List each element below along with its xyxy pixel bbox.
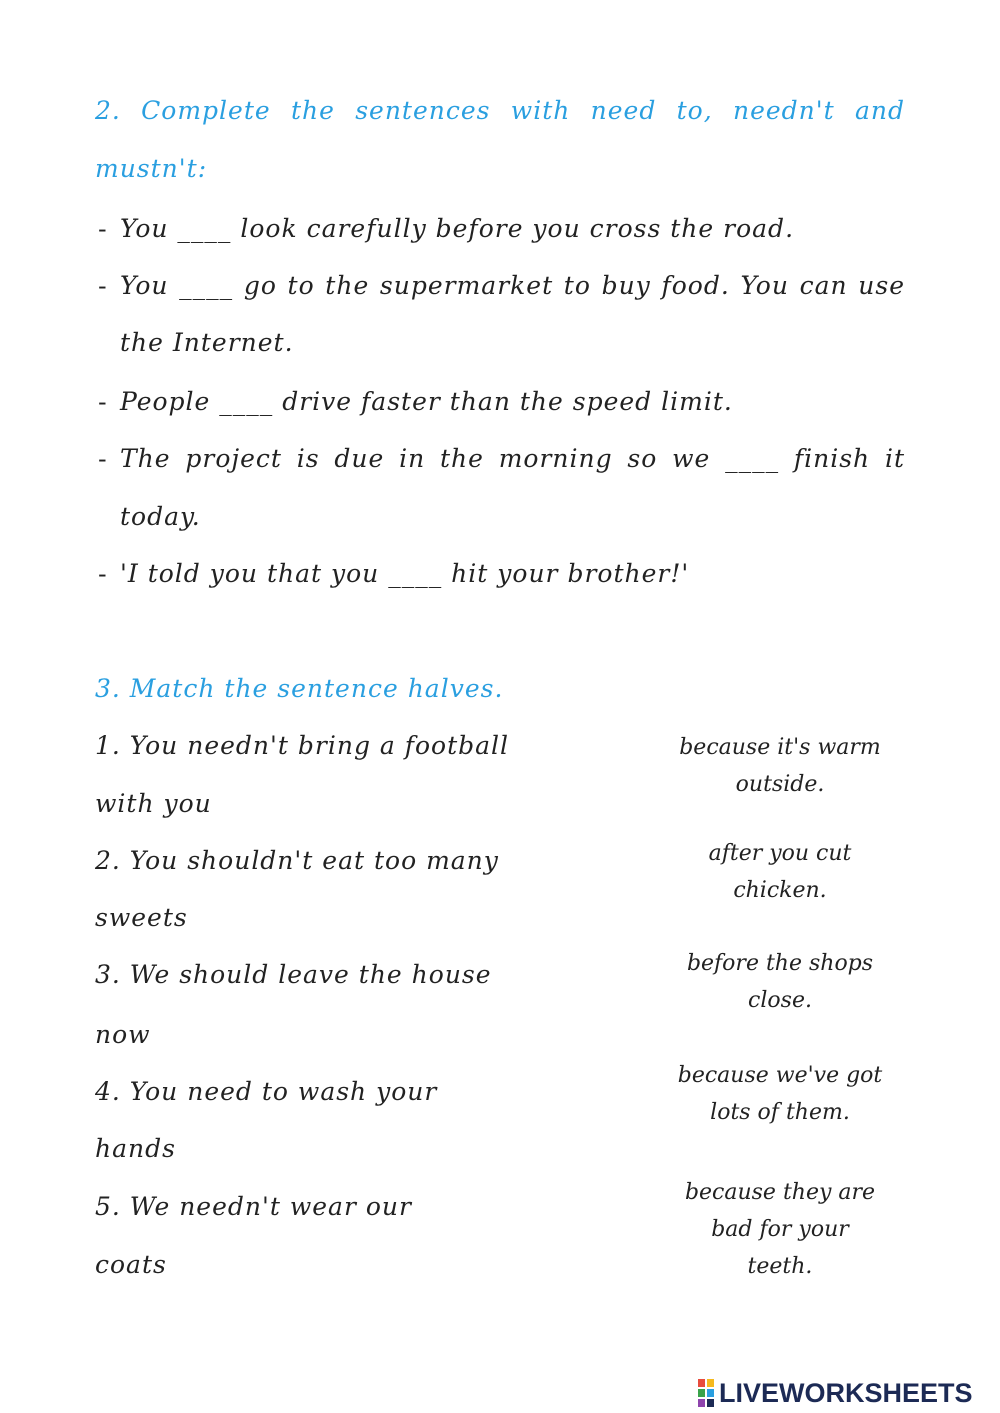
bullet-dash: - — [98, 272, 107, 300]
left-half-1-line2: with you — [95, 789, 212, 818]
right-half-3-line1: before the shops — [686, 951, 874, 976]
sentence-1: You ____ look carefully before you cross the road. — [120, 214, 795, 243]
right-half-2-line2: chicken. — [733, 878, 827, 903]
bullet-dash: - — [98, 560, 107, 588]
right-half-4 — [640, 1057, 920, 1131]
left-half-4-line2: hands — [95, 1134, 176, 1163]
left-half-3-line2: now — [95, 1020, 151, 1049]
logo-square — [707, 1389, 714, 1397]
left-half-2-line1: 2. You shouldn't eat too many — [95, 846, 499, 875]
right-half-5-line2: bad for your — [711, 1217, 849, 1242]
section3-heading: 3. Match the sentence halves. — [95, 674, 504, 703]
left-half-5-line1: 5. We needn't wear our — [95, 1192, 412, 1221]
bullet-dash: - — [98, 388, 107, 416]
right-half-5 — [640, 1174, 920, 1285]
right-half-2 — [640, 835, 920, 909]
right-half-5-line3: teeth. — [747, 1254, 813, 1279]
right-half-5-line1: because they are — [684, 1180, 876, 1205]
section2-heading-line1: 2. Complete the sentences with need to, needn't and — [95, 96, 905, 125]
left-half-4-line1: 4. You need to wash your — [95, 1077, 438, 1106]
sentence-2-line1: You ____ go to the supermarket to buy food. You can use — [120, 271, 905, 300]
left-half-5-line2: coats — [95, 1250, 167, 1279]
right-half-3 — [640, 945, 920, 1019]
bullet-dash: - — [98, 445, 107, 473]
logo-square — [698, 1379, 705, 1387]
sentence-3: People ____ drive faster than the speed limit. — [120, 387, 733, 416]
right-half-2-line1: after you cut — [708, 841, 852, 866]
liveworksheets-logo-icon — [697, 1378, 715, 1408]
logo-square — [707, 1379, 714, 1387]
right-half-4-line1: because we've got — [677, 1063, 883, 1088]
logo-square — [698, 1399, 705, 1407]
sentence-4-line2: today. — [120, 502, 201, 531]
sentence-4-line1: The project is due in the morning so we ____ finish it — [120, 444, 905, 473]
sentence-5: 'I told you that you ____ hit your brother!' — [120, 559, 690, 588]
right-half-1-line1: because it's warm — [679, 735, 881, 760]
right-half-1 — [640, 729, 920, 803]
right-half-4-line2: lots of them. — [710, 1100, 850, 1125]
left-half-1-line1: 1. You needn't bring a football — [95, 731, 510, 760]
liveworksheets-logo[interactable] — [697, 1378, 973, 1408]
logo-square — [698, 1389, 705, 1397]
section2-heading-line2: mustn't: — [95, 154, 208, 183]
logo-square — [707, 1399, 714, 1407]
sentence-2-line2: the Internet. — [120, 328, 294, 357]
right-half-1-line2: outside. — [735, 772, 825, 797]
liveworksheets-brand-text: LIVEWORKSHEETS — [719, 1377, 973, 1408]
right-half-3-line2: close. — [748, 988, 812, 1013]
left-half-2-line2: sweets — [95, 903, 188, 932]
left-half-3-line1: 3. We should leave the house — [95, 960, 492, 989]
bullet-dash: - — [98, 215, 107, 243]
